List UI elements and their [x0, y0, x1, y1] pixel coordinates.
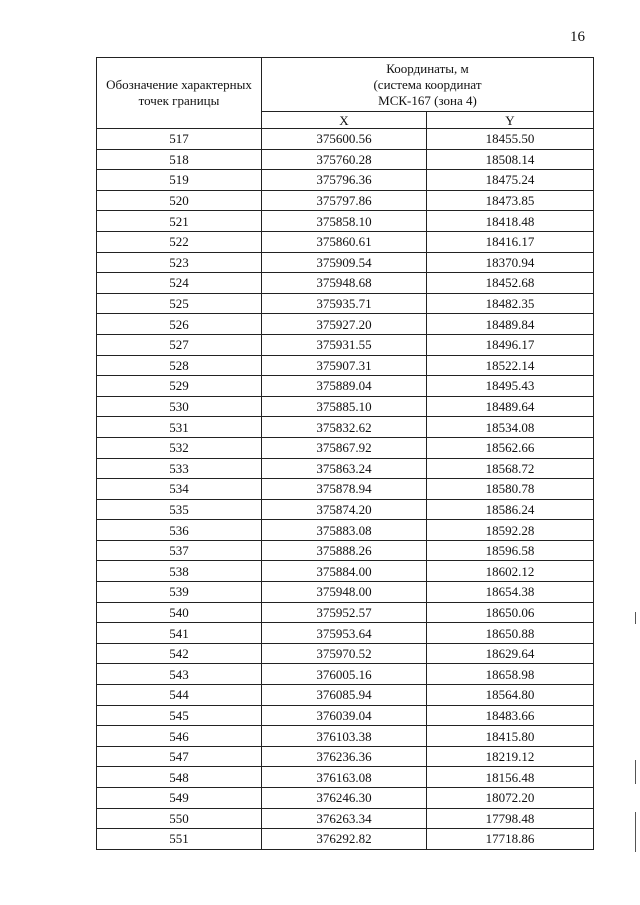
x-coordinate-cell: 375931.55 [262, 334, 427, 355]
y-coordinate-cell: 18072.20 [427, 788, 594, 809]
x-coordinate-cell: 376005.16 [262, 664, 427, 685]
x-coordinate-cell: 375909.54 [262, 252, 427, 273]
table-row [97, 479, 594, 500]
table-row [97, 499, 594, 520]
point-number-cell: 537 [97, 540, 262, 561]
table-row [97, 149, 594, 170]
y-coordinate-cell: 17798.48 [427, 808, 594, 829]
y-coordinate-cell: 18156.48 [427, 767, 594, 788]
point-number-cell: 539 [97, 582, 262, 603]
x-coordinate-cell: 375948.00 [262, 582, 427, 603]
scan-edge-mark [635, 612, 636, 624]
x-coordinate-cell: 375884.00 [262, 561, 427, 582]
table-row [97, 334, 594, 355]
y-coordinate-cell: 18496.17 [427, 334, 594, 355]
y-coordinate-cell: 18495.43 [427, 376, 594, 397]
x-coordinate-cell: 376163.08 [262, 767, 427, 788]
table-row [97, 746, 594, 767]
table-row [97, 252, 594, 273]
table-row [97, 458, 594, 479]
table-body [97, 129, 594, 850]
x-coordinate-cell: 376246.30 [262, 788, 427, 809]
y-coordinate-cell: 17718.86 [427, 829, 594, 850]
point-number-cell: 518 [97, 149, 262, 170]
coordinates-header-line1: Координаты, м [386, 60, 469, 76]
x-coordinate-cell: 375863.24 [262, 458, 427, 479]
table-row [97, 520, 594, 541]
x-coordinate-cell: 375832.62 [262, 417, 427, 438]
point-number-cell: 517 [97, 129, 262, 150]
y-coordinate-cell: 18650.88 [427, 623, 594, 644]
x-header: X [262, 112, 427, 129]
y-coordinate-cell: 18489.84 [427, 314, 594, 335]
y-coordinate-cell: 18483.66 [427, 705, 594, 726]
table-row [97, 623, 594, 644]
coordinates-header-line3: МСК-167 (зона 4) [378, 92, 477, 108]
x-coordinate-cell: 376263.34 [262, 808, 427, 829]
point-designation-header: Обозначение характерных точек границы [97, 58, 262, 129]
point-number-cell: 535 [97, 499, 262, 520]
table-row [97, 293, 594, 314]
point-number-cell: 544 [97, 685, 262, 706]
y-coordinate-cell: 18658.98 [427, 664, 594, 685]
scan-edge-mark [635, 812, 636, 852]
point-number-cell: 519 [97, 170, 262, 191]
y-coordinate-cell: 18415.80 [427, 726, 594, 747]
y-coordinate-cell: 18586.24 [427, 499, 594, 520]
table-row [97, 417, 594, 438]
y-coordinate-cell: 18416.17 [427, 231, 594, 252]
y-coordinate-cell: 18508.14 [427, 149, 594, 170]
y-coordinate-cell: 18452.68 [427, 273, 594, 294]
table-row [97, 582, 594, 603]
table-row [97, 643, 594, 664]
x-coordinate-cell: 376039.04 [262, 705, 427, 726]
point-number-cell: 545 [97, 705, 262, 726]
x-coordinate-cell: 375952.57 [262, 602, 427, 623]
x-coordinate-cell: 375760.28 [262, 149, 427, 170]
y-header: Y [427, 112, 594, 129]
point-number-cell: 549 [97, 788, 262, 809]
x-coordinate-cell: 375867.92 [262, 437, 427, 458]
header-row [97, 58, 594, 112]
point-number-cell: 525 [97, 293, 262, 314]
point-number-cell: 540 [97, 602, 262, 623]
y-coordinate-cell: 18564.80 [427, 685, 594, 706]
x-coordinate-cell: 375888.26 [262, 540, 427, 561]
table-row [97, 355, 594, 376]
table-row [97, 170, 594, 191]
x-coordinate-cell: 375885.10 [262, 396, 427, 417]
point-number-cell: 524 [97, 273, 262, 294]
table-row [97, 190, 594, 211]
table-row [97, 767, 594, 788]
x-coordinate-cell: 375907.31 [262, 355, 427, 376]
y-coordinate-cell: 18482.35 [427, 293, 594, 314]
x-coordinate-cell: 376085.94 [262, 685, 427, 706]
point-number-cell: 527 [97, 334, 262, 355]
point-number-cell: 546 [97, 726, 262, 747]
x-coordinate-cell: 375927.20 [262, 314, 427, 335]
table-row [97, 129, 594, 150]
coordinates-table [96, 57, 594, 850]
point-number-cell: 548 [97, 767, 262, 788]
y-coordinate-cell: 18580.78 [427, 479, 594, 500]
table-row [97, 376, 594, 397]
y-coordinate-cell: 18455.50 [427, 129, 594, 150]
table-row [97, 602, 594, 623]
point-number-cell: 541 [97, 623, 262, 644]
y-coordinate-cell: 18562.66 [427, 437, 594, 458]
table-row [97, 664, 594, 685]
point-number-cell: 528 [97, 355, 262, 376]
table-row [97, 726, 594, 747]
point-number-cell: 523 [97, 252, 262, 273]
page-number: 16 [570, 29, 585, 45]
point-number-cell: 536 [97, 520, 262, 541]
y-coordinate-cell: 18602.12 [427, 561, 594, 582]
point-number-cell: 529 [97, 376, 262, 397]
x-coordinate-cell: 375948.68 [262, 273, 427, 294]
table-row [97, 314, 594, 335]
y-coordinate-cell: 18534.08 [427, 417, 594, 438]
x-coordinate-cell: 375889.04 [262, 376, 427, 397]
y-coordinate-cell: 18568.72 [427, 458, 594, 479]
table-row [97, 540, 594, 561]
table-row [97, 231, 594, 252]
point-number-cell: 551 [97, 829, 262, 850]
coordinates-header [262, 58, 594, 112]
coordinates-header-line2: (система координат [373, 76, 482, 92]
table-row [97, 273, 594, 294]
y-coordinate-cell: 18596.58 [427, 540, 594, 561]
x-coordinate-cell: 375600.56 [262, 129, 427, 150]
x-coordinate-cell: 375878.94 [262, 479, 427, 500]
x-coordinate-cell: 375935.71 [262, 293, 427, 314]
table-row [97, 437, 594, 458]
table-row [97, 788, 594, 809]
point-number-cell: 543 [97, 664, 262, 685]
x-coordinate-cell: 376103.38 [262, 726, 427, 747]
y-coordinate-cell: 18592.28 [427, 520, 594, 541]
y-coordinate-cell: 18418.48 [427, 211, 594, 232]
point-number-cell: 547 [97, 746, 262, 767]
table-row [97, 561, 594, 582]
table-row [97, 808, 594, 829]
table-row [97, 685, 594, 706]
x-coordinate-cell: 375953.64 [262, 623, 427, 644]
y-coordinate-cell: 18629.64 [427, 643, 594, 664]
point-number-cell: 550 [97, 808, 262, 829]
point-number-cell: 522 [97, 231, 262, 252]
x-coordinate-cell: 376236.36 [262, 746, 427, 767]
x-coordinate-cell: 375860.61 [262, 231, 427, 252]
y-coordinate-cell: 18219.12 [427, 746, 594, 767]
point-number-cell: 532 [97, 437, 262, 458]
y-coordinate-cell: 18473.85 [427, 190, 594, 211]
x-coordinate-cell: 375797.86 [262, 190, 427, 211]
point-number-cell: 542 [97, 643, 262, 664]
x-coordinate-cell: 375883.08 [262, 520, 427, 541]
table-row [97, 829, 594, 850]
y-coordinate-cell: 18650.06 [427, 602, 594, 623]
x-coordinate-cell: 375858.10 [262, 211, 427, 232]
x-coordinate-cell: 376292.82 [262, 829, 427, 850]
point-number-cell: 530 [97, 396, 262, 417]
y-coordinate-cell: 18489.64 [427, 396, 594, 417]
y-coordinate-cell: 18370.94 [427, 252, 594, 273]
x-coordinate-cell: 375796.36 [262, 170, 427, 191]
point-number-cell: 520 [97, 190, 262, 211]
point-number-cell: 531 [97, 417, 262, 438]
scan-edge-mark [635, 760, 636, 784]
point-number-cell: 534 [97, 479, 262, 500]
point-number-cell: 521 [97, 211, 262, 232]
x-coordinate-cell: 375874.20 [262, 499, 427, 520]
y-coordinate-cell: 18475.24 [427, 170, 594, 191]
table-row [97, 211, 594, 232]
point-number-cell: 526 [97, 314, 262, 335]
point-number-cell: 533 [97, 458, 262, 479]
point-number-cell: 538 [97, 561, 262, 582]
y-coordinate-cell: 18522.14 [427, 355, 594, 376]
table-row [97, 705, 594, 726]
y-coordinate-cell: 18654.38 [427, 582, 594, 603]
x-coordinate-cell: 375970.52 [262, 643, 427, 664]
table-row [97, 396, 594, 417]
